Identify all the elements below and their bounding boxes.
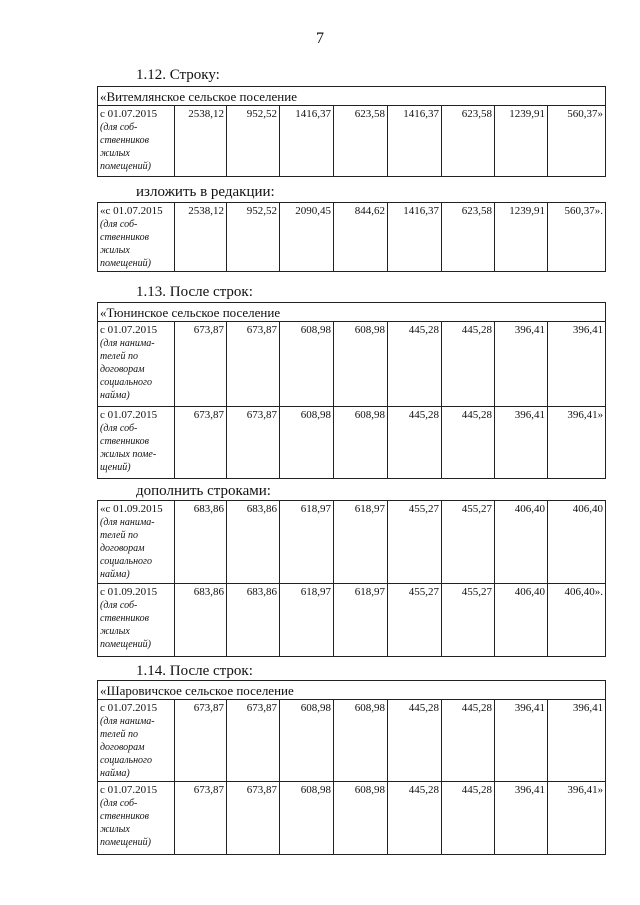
tariff-value-cell: 396,41 xyxy=(495,407,548,479)
effective-date: с 01.09.2015 xyxy=(100,586,158,598)
tariff-value-cell: 608,98 xyxy=(280,782,334,855)
section-caption: дополнить строками: xyxy=(136,483,271,499)
tariff-value-cell: 396,41 xyxy=(548,700,606,782)
tariff-value-cell: 618,97 xyxy=(280,584,334,657)
section-caption: 1.13. После строк: xyxy=(136,284,253,300)
tariff-value-cell: 608,98 xyxy=(280,322,334,407)
table-row xyxy=(98,700,606,782)
settlement-name: «Шаровичское сельское поселение xyxy=(98,681,606,700)
table-row xyxy=(98,584,606,657)
tariff-value-cell: 560,37». xyxy=(548,203,606,272)
tariff-value-cell: 406,40 xyxy=(548,501,606,584)
tariff-value-cell: 396,41» xyxy=(548,407,606,479)
tariff-table xyxy=(97,680,606,855)
tariff-value-cell: 673,87 xyxy=(227,782,280,855)
tariff-value-cell: 445,28 xyxy=(388,322,442,407)
consumer-category-note: (для соб- ственников жилых помещений) xyxy=(100,798,151,848)
table-row xyxy=(98,322,606,407)
tariff-value-cell: 683,86 xyxy=(227,501,280,584)
tariff-value-cell: 455,27 xyxy=(442,501,495,584)
section-caption: 1.12. Строку: xyxy=(136,67,220,83)
tariff-table xyxy=(97,202,606,272)
row-label xyxy=(98,106,175,177)
section-caption: 1.14. После строк: xyxy=(136,663,253,679)
tariff-value-cell: 406,40 xyxy=(495,584,548,657)
effective-date: «с 01.09.2015 xyxy=(100,503,163,515)
tariff-value-cell: 406,40». xyxy=(548,584,606,657)
tariff-table xyxy=(97,86,606,177)
tariff-value-cell: 608,98 xyxy=(334,700,388,782)
page-number: 7 xyxy=(316,30,324,47)
tariff-value-cell: 1239,91 xyxy=(495,106,548,177)
settlement-name: «Витемлянское сельское поселение xyxy=(98,87,606,106)
tariff-value-cell: 623,58 xyxy=(442,203,495,272)
effective-date: с 01.07.2015 xyxy=(100,324,158,336)
consumer-category-note: (для нанима- телей по договорам социального найма) xyxy=(100,338,155,401)
tariff-value-cell: 2090,45 xyxy=(280,203,334,272)
tariff-value-cell: 455,27 xyxy=(388,584,442,657)
tariff-value-cell: 455,27 xyxy=(388,501,442,584)
tariff-value-cell: 673,87 xyxy=(175,407,227,479)
row-label xyxy=(98,584,175,657)
tariff-value-cell: 445,28 xyxy=(442,322,495,407)
row-label xyxy=(98,501,175,584)
tariff-value-cell: 396,41» xyxy=(548,782,606,855)
tariff-value-cell: 952,52 xyxy=(227,203,280,272)
tariff-value-cell: 844,62 xyxy=(334,203,388,272)
tariff-value-cell: 445,28 xyxy=(388,700,442,782)
tariff-value-cell: 683,86 xyxy=(175,584,227,657)
tariff-value-cell: 618,97 xyxy=(280,501,334,584)
consumer-category-note: (для соб- ственников жилых помещений) xyxy=(100,219,151,269)
section-caption: изложить в редакции: xyxy=(136,184,275,200)
effective-date: «с 01.07.2015 xyxy=(100,205,163,217)
effective-date: с 01.07.2015 xyxy=(100,108,158,120)
table-row xyxy=(98,106,606,177)
settlement-name: «Тюнинское сельское поселение xyxy=(98,303,606,322)
tariff-value-cell: 445,28 xyxy=(388,782,442,855)
tariff-value-cell: 683,86 xyxy=(175,501,227,584)
tariff-value-cell: 673,87 xyxy=(175,322,227,407)
tariff-value-cell: 445,28 xyxy=(442,700,495,782)
effective-date: с 01.07.2015 xyxy=(100,702,158,714)
tariff-value-cell: 608,98 xyxy=(334,322,388,407)
tariff-value-cell: 673,87 xyxy=(227,700,280,782)
consumer-category-note: (для соб- ственников жилых помещений) xyxy=(100,122,151,172)
tariff-value-cell: 1416,37 xyxy=(280,106,334,177)
consumer-category-note: (для нанима- телей по договорам социального найма) xyxy=(100,716,155,779)
tariff-value-cell: 396,41 xyxy=(495,782,548,855)
tariff-value-cell: 396,41 xyxy=(548,322,606,407)
tariff-value-cell: 396,41 xyxy=(495,700,548,782)
row-label xyxy=(98,782,175,855)
tariff-value-cell: 623,58 xyxy=(442,106,495,177)
tariff-value-cell: 618,97 xyxy=(334,584,388,657)
tariff-value-cell: 560,37» xyxy=(548,106,606,177)
tariff-value-cell: 445,28 xyxy=(442,782,495,855)
tariff-value-cell: 445,28 xyxy=(442,407,495,479)
row-label xyxy=(98,322,175,407)
consumer-category-note: (для соб- ственников жилых помещений) xyxy=(100,600,151,650)
tariff-value-cell: 608,98 xyxy=(334,407,388,479)
tariff-value-cell: 406,40 xyxy=(495,501,548,584)
tariff-value-cell: 396,41 xyxy=(495,322,548,407)
tariff-value-cell: 952,52 xyxy=(227,106,280,177)
tariff-value-cell: 673,87 xyxy=(175,782,227,855)
row-label xyxy=(98,407,175,479)
tariff-value-cell: 2538,12 xyxy=(175,203,227,272)
tariff-value-cell: 608,98 xyxy=(334,782,388,855)
table-row xyxy=(98,407,606,479)
table-row xyxy=(98,782,606,855)
table-row xyxy=(98,501,606,584)
effective-date: с 01.07.2015 xyxy=(100,409,158,421)
tariff-value-cell: 673,87 xyxy=(227,322,280,407)
tariff-value-cell: 618,97 xyxy=(334,501,388,584)
tariff-value-cell: 683,86 xyxy=(227,584,280,657)
row-label xyxy=(98,700,175,782)
tariff-table xyxy=(97,500,606,657)
tariff-value-cell: 1239,91 xyxy=(495,203,548,272)
tariff-value-cell: 623,58 xyxy=(334,106,388,177)
effective-date: с 01.07.2015 xyxy=(100,784,158,796)
row-label xyxy=(98,203,175,272)
tariff-value-cell: 445,28 xyxy=(388,407,442,479)
tariff-value-cell: 673,87 xyxy=(227,407,280,479)
tariff-value-cell: 455,27 xyxy=(442,584,495,657)
tariff-table xyxy=(97,302,606,479)
tariff-value-cell: 1416,37 xyxy=(388,106,442,177)
tariff-value-cell: 608,98 xyxy=(280,407,334,479)
table-row xyxy=(98,203,606,272)
tariff-value-cell: 1416,37 xyxy=(388,203,442,272)
consumer-category-note: (для нанима- телей по договорам социального найма) xyxy=(100,517,155,580)
consumer-category-note: (для соб- ственников жилых поме- щений) xyxy=(100,423,157,473)
tariff-value-cell: 2538,12 xyxy=(175,106,227,177)
tariff-value-cell: 673,87 xyxy=(175,700,227,782)
tariff-value-cell: 608,98 xyxy=(280,700,334,782)
